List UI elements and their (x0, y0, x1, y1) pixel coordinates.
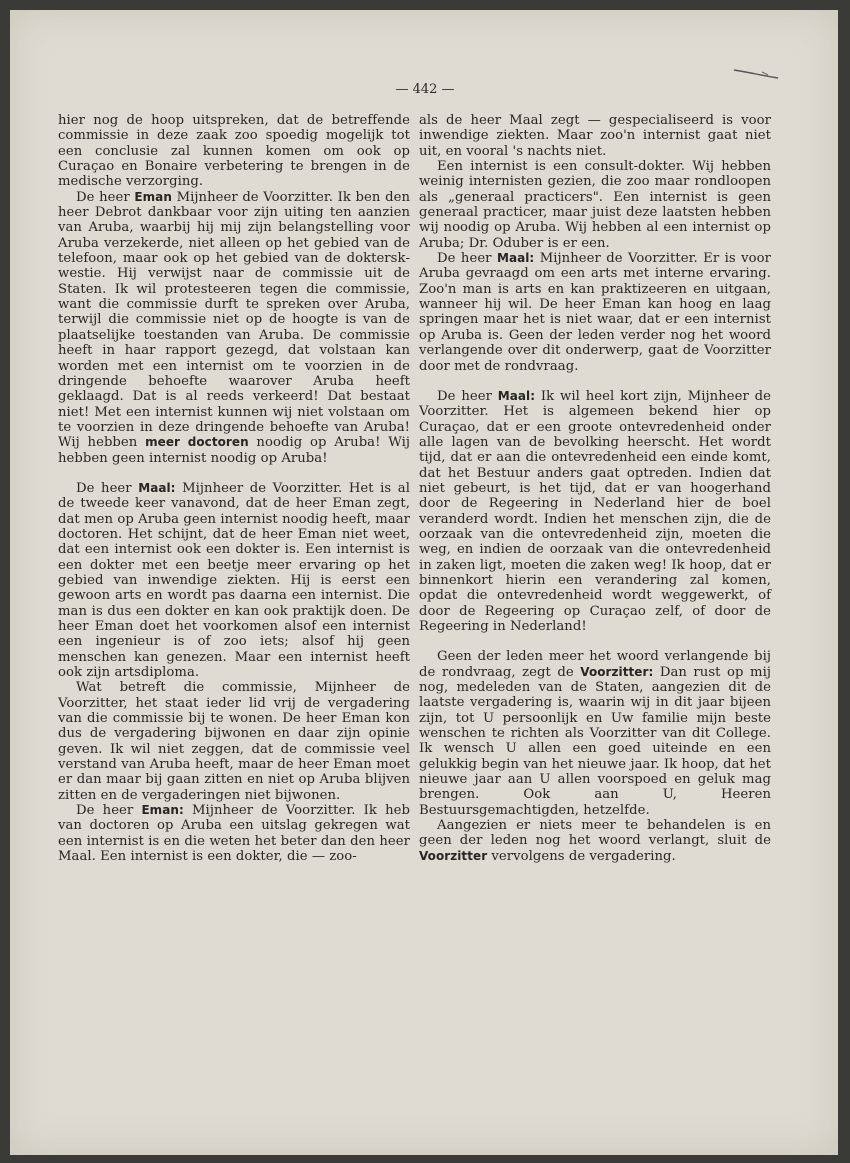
paragraph: als de heer Maal zegt — gespecialiseerd is voor inwendige ziekten. Maar zoo'n internist gaat niet uit, en vooral 's nachts niet. (419, 113, 771, 159)
paragraph: De heer Eman: Mijnheer de Voorzitter. Ik heb van doctoren op Aruba een uitslag gekregen wat een internist is en die weten het beter dan den heer Maal. Een internist is een dokter, die — zoo- (58, 803, 410, 865)
paragraph: hier nog de hoop uitspreken, dat de betreffende commissie in deze zaak zoo spoedig mogelijk tot een conclusie zal kunnen komen om ook op Curaçao en Bonaire verbetering te brengen in de medische verzorging. (58, 113, 410, 190)
pencil-mark (732, 66, 782, 80)
speaker-name: Eman (134, 189, 172, 204)
speaker-name: Maal: (497, 388, 536, 403)
paragraph: De heer Maal: Ik wil heel kort zijn, Mijnheer de Voorzitter. Het is algemeen bekend hier op Curaçao, dat er een groote ontevredenheid onder alle lagen van de bevolking heerscht. Het wordt tijd, dat er aan die ontevredenheid een einde komt, dat het Bestuur anders gaat optreden. Indien dat niet gebeurt, is het tijd, dat er van hoogerhand door de Regeering in Nederland hier de boel veranderd wordt. Indien het menschen zijn, die de oorzaak van die ontevredenheid zijn, moeten die weg, en indien de oorzaak van die ontevredenheid in zaken ligt, moeten die zaken weg! Ik hoop, dat er binnenkort hierin een verandering zal komen, opdat die ontevredenheid wordt weggewerkt, of door de Regeering op Curaçao zelf, of door de Regeering in Nederland! (419, 388, 771, 634)
paragraph: Geen der leden meer het woord verlangende bij de rondvraag, zegt de Voorzitter: Dan rust op mij nog, medeleden van de Staten, aangezien dit de laatste vergadering is, waarin wij in dit jaar bijeen zijn, tot U persoonlijk en Uw familie mijn beste wenschen te richten als Voorzitter van dit College. Ik wensch U allen een goed uiteinde en een gelukkig begin van het nieuwe jaar. Ik hoop, dat het nieuwe jaar aan U allen voorspoed en geluk mag brengen. Ook aan U, Heeren Bestuursgemachtigden, hetzelfde. (419, 649, 771, 818)
left-column (58, 113, 410, 865)
emphasis: meer doctoren (145, 435, 249, 450)
paragraph: Aangezien er niets meer te behandelen is en geen der leden nog het woord verlangt, sluit de Voorzitter vervolgens de vergadering. (419, 818, 771, 864)
paragraph: De heer Eman Mijnheer de Voorzitter. Ik ben den heer Debrot dankbaar voor zijn uiting ten aanzien van Aruba, waarbij hij mij zijn belangstelling voor Aruba verzekerde, niet alleen op het gebied van de telefoon, maar ook op het gebied van de dokterskwestie. Hij verwijst naar de commissie uit de Staten. Ik wil protesteeren tegen die commissie, want die commissie durft te spreken over Aruba, terwijl die commissie niet op de hoogte is van de plaatselijke toestanden van Aruba. De commissie heeft in haar rapport gezegd, dat volstaan kan worden met een internist om te voorzien in de dringende behoefte waarover Aruba heeft geklaagd. Dat is al reeds verkeerd! Dat bestaat niet! Met een internist kunnen wij niet volstaan om te voorzien in deze dringende behoefte van Aruba! Wij hebben meer doctoren noodig op Aruba! Wij hebben geen internist noodig op Aruba! (58, 189, 410, 466)
paragraph: De heer Maal: Mijnheer de Voorzitter. Er is voor Aruba gevraagd om een arts met interne ervaring. Zoo'n man is arts en kan praktizeeren en uitgaan, wanneer hij wil. De heer Eman kan hoog en laag springen maar het is niet waar, dat er een internist op Aruba is. Geen der leden verder nog het woord verlangende over dit onderwerp, gaat de Voorzitter door met de rondvraag. (419, 251, 771, 374)
speaker-name: Eman: (141, 803, 184, 818)
speaker-name: Voorzitter: (580, 664, 654, 679)
speaker-name: Maal: (138, 480, 176, 495)
speaker-name: Voorzitter (419, 848, 488, 863)
right-column (419, 113, 771, 864)
speaker-name: Maal: (496, 251, 535, 266)
page-number: — 442 — (395, 82, 455, 97)
paragraph: Wat betreft die commissie, Mijnheer de Voorzitter, het staat ieder lid vrij de vergadering van die commissie bij te wonen. De heer Eman kon dus de vergadering bijwonen en daar zijn opinie geven. Ik wil niet zeggen, dat de commissie veel verstand van Aruba heeft, maar de heer Eman moet er dan maar bij gaan zitten en niet op Aruba blijven zitten en de vergaderingen niet bijwonen. (58, 680, 410, 803)
paragraph: De heer Maal: Mijnheer de Voorzitter. Het is al de tweede keer vanavond, dat de heer Eman zegt, dat men op Aruba geen internist noodig heeft, maar doctoren. Het schijnt, dat de heer Eman niet weet, dat een internist ook een dokter is. Een internist is een dokter met een beetje meer ervaring op het gebied van inwendige ziekten. Hij is eerst een gewoon arts en wordt pas daarna een internist. Die man is dus een dokter en kan ook praktijk doen. De heer Eman doet het voorkomen alsof een internist een ingenieur is of zoo iets; alsof hij geen menschen kan genezen. Maar een internist heeft ook zijn artsdiploma. (58, 480, 410, 681)
paragraph: Een internist is een consult-dokter. Wij hebben weinig internisten gezien, die zoo maar rondloopen als „generaal practicers". Een internist is geen generaal practicer, maar juist deze laatsten hebben wij noodig op Aruba. Wij hebben al een internist op Aruba; Dr. Oduber is er een. (419, 159, 771, 251)
